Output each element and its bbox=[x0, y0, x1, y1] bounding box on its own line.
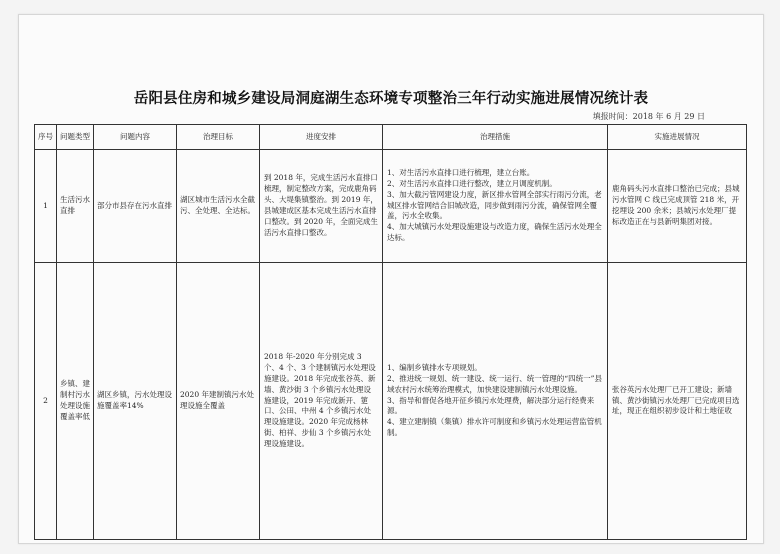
header-schedule: 进度安排 bbox=[260, 125, 383, 150]
header-progress: 实施进展情况 bbox=[608, 125, 747, 150]
progress-table bbox=[34, 124, 747, 540]
cell-goal: 湖区城市生活污水全截污、全处理、全达标。 bbox=[177, 150, 260, 263]
measure-item: 4、加大城镇污水处理设施建设与改造力度，确保生活污水处理全达标。 bbox=[387, 222, 602, 243]
measure-item: 4、建立建制镇（集镇）排水许可制度和乡镇污水处理运营监管机制。 bbox=[387, 417, 602, 438]
cell-type: 生活污水直排 bbox=[57, 150, 94, 263]
cell-measures bbox=[383, 150, 608, 263]
header-type: 问题类型 bbox=[57, 125, 94, 150]
cell-content: 部分市县存在污水直排 bbox=[94, 150, 177, 263]
measure-item: 3、加大截污管网建设力度，新区排水管网全部实行雨污分流，老城区排水管网结合旧城改造，同步做到雨污分流，确保管网全覆盖，污水全收集。 bbox=[387, 189, 602, 221]
cell-progress: 张谷英污水处理厂已开工建设；新墙镇、黄沙街镇污水处理厂已完成项目选址，现正在组织初步设计和土地征收 bbox=[608, 263, 747, 540]
table-header-row bbox=[35, 125, 747, 150]
cell-goal: 2020 年建制镇污水处理设施全覆盖 bbox=[177, 263, 260, 540]
document-title: 岳阳县住房和城乡建设局洞庭湖生态环境专项整治三年行动实施进展情况统计表 bbox=[133, 90, 649, 107]
measure-item: 1、对生活污水直排口进行梳理，建立台账。 bbox=[387, 167, 535, 177]
document-page bbox=[18, 14, 764, 544]
cell-progress: 鹿角码头污水直排口整治已完成；县城污水管网 C 线已完成顶管 218 米，开挖埋设 200 余米；县城污水处理厂提标改造正在与县新明集团对接。 bbox=[608, 150, 747, 263]
cell-content: 湖区乡镇，污水处理设施覆盖率14% bbox=[94, 263, 177, 540]
measure-item: 1、编制乡镇排水专项规划。 bbox=[387, 362, 482, 372]
cell-schedule: 2018 年-2020 年分别完成 3 个、4 个、3 个建制镇污水处理设施建设。2018 年完成张谷英、新墙、黄沙街 3 个乡镇污水处理设施建设，2019 年完成新开、筻口、公田、中州 4 个乡镇污水处理设施建设。2020 年完成杨林街、柏祥、步仙 3 个乡镇污水处理设施建设。 bbox=[260, 263, 383, 540]
measure-item: 2、推进统一规划、统一建设、统一运行、统一管理的“四统一”县域农村污水统筹治理模式，加快建设建制镇污水处理设施。 bbox=[387, 373, 602, 394]
cell-seq: 1 bbox=[35, 150, 57, 263]
cell-seq: 2 bbox=[35, 263, 57, 540]
header-measures: 治理措施 bbox=[383, 125, 608, 150]
measure-item: 2、对生活污水直排口进行整改，建立月调度机制。 bbox=[387, 178, 557, 188]
fill-date: 填报时间：2018 年 6 月 29 日 bbox=[592, 112, 705, 121]
header-seq: 序号 bbox=[35, 125, 57, 150]
header-goal: 治理目标 bbox=[177, 125, 260, 150]
cell-schedule: 到 2018 年，完成生活污水直排口梳理，制定整改方案，完成鹿角码头、大堤集镇整治。到 2019 年，县城建成区基本完成生活污水直排口整改。到 2020 年，全面完成生活污水直排口整改。 bbox=[260, 150, 383, 263]
header-content: 问题内容 bbox=[94, 125, 177, 150]
measure-item: 3、指导和督促各地开征乡镇污水处理费，解决部分运行经费来源。 bbox=[387, 395, 595, 416]
table-row bbox=[35, 263, 747, 540]
cell-type: 乡镇、建制村污水处理设施覆盖率低 bbox=[57, 263, 94, 540]
table-row bbox=[35, 150, 747, 263]
cell-measures bbox=[383, 263, 608, 540]
